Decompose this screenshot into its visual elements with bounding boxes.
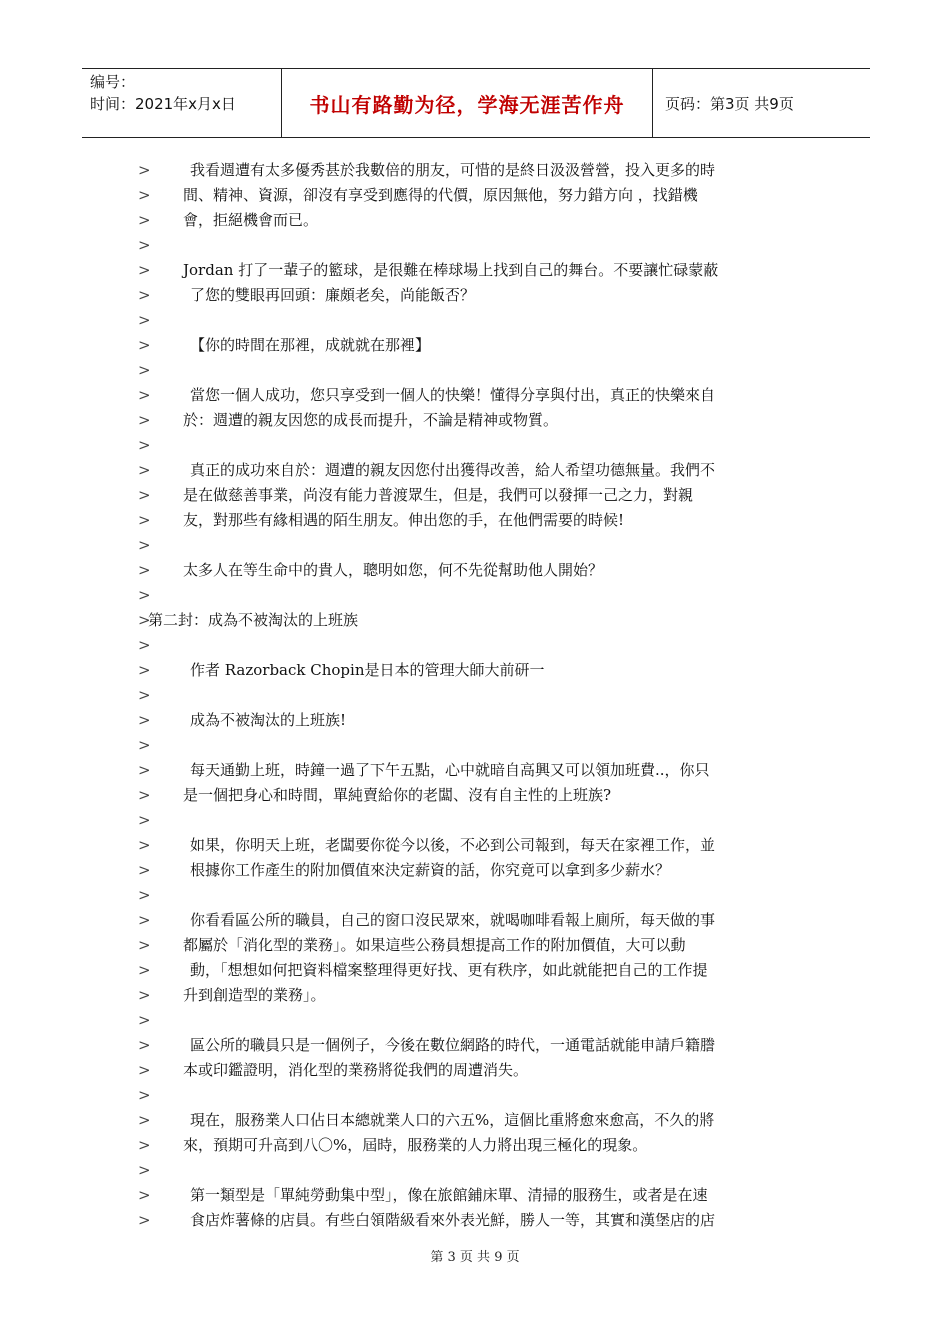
text-line	[138, 758, 798, 783]
text-line	[138, 233, 798, 258]
text-line	[138, 808, 798, 833]
line-text: 你看看區公所的職員，自己的窗口沒民眾來，就喝咖啡看報上廁所，每天做的事	[190, 911, 716, 929]
text-line	[138, 883, 798, 908]
quote-marker: >	[138, 936, 151, 954]
line-text: Jordan 打了一輩子的籃球，是很難在棒球場上找到自己的舞台。不要讓忙碌蒙蔽	[183, 261, 719, 279]
quote-marker: >	[138, 386, 151, 404]
quote-marker: >	[138, 336, 151, 354]
text-line	[138, 158, 798, 183]
line-text: 根據你工作產生的附加價值來決定薪資的話，你究竟可以拿到多少薪水？	[190, 861, 671, 879]
text-line	[138, 633, 798, 658]
quote-marker: >	[138, 661, 151, 679]
text-line	[138, 408, 798, 433]
line-text: 【你的時間在那裡，成就就在那裡】	[190, 336, 431, 354]
header-motto-cell	[282, 69, 653, 137]
quote-marker: >	[138, 586, 151, 604]
document-time-label: 时间：2021年x月x日	[90, 95, 236, 113]
text-line	[138, 983, 798, 1008]
quote-marker: >	[138, 761, 151, 779]
header-motto: 书山有路勤为径，学海无涯苦作舟	[309, 92, 625, 117]
quote-marker: >	[138, 361, 151, 379]
text-line	[138, 433, 798, 458]
quote-marker: >	[138, 836, 151, 854]
quote-marker: >	[138, 911, 151, 929]
text-line	[138, 508, 798, 533]
line-text: 是在做慈善事業，尚沒有能力普渡眾生，但是，我們可以發揮一己之力，對親	[183, 486, 694, 504]
text-line	[138, 533, 798, 558]
quote-marker: >	[138, 461, 151, 479]
text-line	[138, 308, 798, 333]
line-text: 都屬於「消化型的業務」。如果這些公務員想提高工作的附加價值，大可以動	[183, 936, 686, 954]
document-number-label: 编号：	[90, 73, 136, 91]
quote-marker: >	[138, 886, 151, 904]
header-meta	[82, 69, 282, 137]
text-line	[138, 683, 798, 708]
quote-marker: >	[138, 711, 151, 729]
line-text: 當您一個人成功，您只享受到一個人的快樂！懂得分享與付出，真正的快樂來自	[190, 386, 716, 404]
line-text: 作者 Razorback Chopin是日本的管理大師大前研一	[190, 661, 545, 679]
quote-marker: >	[138, 186, 151, 204]
text-line	[138, 908, 798, 933]
quote-marker: >	[138, 1086, 151, 1104]
text-line	[138, 483, 798, 508]
line-text: 如果，你明天上班，老闆要你從今以後，不必到公司報到，每天在家裡工作，並	[190, 836, 716, 854]
line-text: 食店炸薯條的店員。有些白領階級看來外表光鮮，勝人一等，其實和漢堡店的店	[190, 1211, 716, 1229]
line-text: 是一個把身心和時間，單純賣給你的老闆、沒有自主性的上班族?	[183, 786, 612, 804]
quote-marker: >	[138, 286, 151, 304]
quote-marker: >	[138, 1186, 151, 1204]
quote-marker: >	[138, 411, 151, 429]
document-body	[138, 158, 798, 1233]
text-line	[138, 1083, 798, 1108]
line-text: 真正的成功來自於：週遭的親友因您付出獲得改善，給人希望功德無量。我們不	[190, 461, 716, 479]
text-line	[138, 783, 798, 808]
line-text: 本或印鑑證明，消化型的業務將從我們的周遭消失。	[183, 1061, 529, 1079]
text-line	[138, 1033, 798, 1058]
text-line	[138, 333, 798, 358]
quote-marker: >	[138, 1211, 151, 1229]
quote-marker: >	[138, 261, 151, 279]
quote-marker: >	[138, 986, 151, 1004]
line-text: 友，對那些有緣相遇的陌生朋友。伸出您的手，在他們需要的時候!	[183, 511, 625, 529]
text-line	[138, 1208, 798, 1233]
text-line	[138, 283, 798, 308]
line-text: 我看週遭有太多優秀甚於我數倍的朋友，可惜的是終日汲汲營營，投入更多的時	[190, 161, 716, 179]
quote-marker: >	[138, 736, 151, 754]
quote-marker: >	[138, 861, 151, 879]
text-line	[138, 1158, 798, 1183]
text-line	[138, 183, 798, 208]
quote-marker: >	[138, 1161, 151, 1179]
quote-marker: >	[138, 436, 151, 454]
text-line	[138, 1108, 798, 1133]
text-line	[138, 558, 798, 583]
quote-marker: >	[138, 236, 151, 254]
footer-page-number: 第 3 页 共 9 页	[430, 1250, 520, 1265]
line-text: 現在，服務業人口佔日本總就業人口的六五%，這個比重將愈來愈高，不久的將	[190, 1111, 715, 1129]
quote-marker: >	[138, 686, 151, 704]
text-line	[138, 1133, 798, 1158]
line-text: 間、精神、資源，卻沒有享受到應得的代價，原因無他，努力錯方向 ，找錯機	[183, 186, 698, 204]
line-text: 太多人在等生命中的貴人，聰明如您，何不先從幫助他人開始？	[183, 561, 604, 579]
line-text: 動，「想想如何把資料檔案整理得更好找、更有秩序，如此就能把自己的工作提	[190, 961, 708, 979]
line-text: 區公所的職員只是一個例子，今後在數位網路的時代，一通電話就能申請戶籍謄	[190, 1036, 716, 1054]
line-text: 於：週遭的親友因您的成長而提升，不論是精神或物質。	[183, 411, 559, 429]
quote-marker: >	[138, 611, 151, 629]
text-line	[138, 383, 798, 408]
quote-marker: >	[138, 636, 151, 654]
header-page-label: 页码：第3页 共9页	[665, 94, 794, 113]
quote-marker: >	[138, 1111, 151, 1129]
text-line	[138, 658, 798, 683]
quote-marker: >	[138, 561, 151, 579]
quote-marker: >	[138, 211, 151, 229]
quote-marker: >	[138, 961, 151, 979]
quote-marker: >	[138, 1011, 151, 1029]
quote-marker: >	[138, 536, 151, 554]
quote-marker: >	[138, 311, 151, 329]
text-line	[138, 708, 798, 733]
text-line	[138, 258, 798, 283]
text-line	[138, 208, 798, 233]
text-line	[138, 733, 798, 758]
line-text: 會，拒絕機會而已。	[183, 211, 319, 229]
text-line	[138, 933, 798, 958]
line-text: 第一類型是「單純勞動集中型」，像在旅館鋪床單、清掃的服務生，或者是在速	[190, 1186, 708, 1204]
line-text: 來，預期可升高到八〇%，屆時，服務業的人力將出現三極化的現象。	[183, 1136, 648, 1154]
page-footer	[0, 1246, 950, 1265]
quote-marker: >	[138, 1036, 151, 1054]
line-text: 升到創造型的業務」。	[183, 986, 326, 1004]
text-line	[138, 583, 798, 608]
line-text: 第二封：成為不被淘汰的上班族	[148, 611, 359, 629]
quote-marker: >	[138, 1061, 151, 1079]
line-text: 成為不被淘汰的上班族!	[190, 711, 347, 729]
text-line	[138, 1183, 798, 1208]
text-line	[138, 458, 798, 483]
quote-marker: >	[138, 161, 151, 179]
line-text: 每天通勤上班，時鐘一過了下午五點，心中就暗自高興又可以領加班費..，你只	[190, 761, 710, 779]
text-line	[138, 1008, 798, 1033]
text-line	[138, 608, 798, 633]
page-header	[82, 68, 870, 138]
quote-marker: >	[138, 486, 151, 504]
header-page-cell	[653, 69, 870, 137]
quote-marker: >	[138, 1136, 151, 1154]
line-text: 了您的雙眼再回頭：廉頗老矣，尚能飯否？	[190, 286, 476, 304]
text-line	[138, 958, 798, 983]
text-line	[138, 358, 798, 383]
text-line	[138, 833, 798, 858]
quote-marker: >	[138, 511, 151, 529]
quote-marker: >	[138, 786, 151, 804]
quote-marker: >	[138, 811, 151, 829]
text-line	[138, 1058, 798, 1083]
text-line	[138, 858, 798, 883]
